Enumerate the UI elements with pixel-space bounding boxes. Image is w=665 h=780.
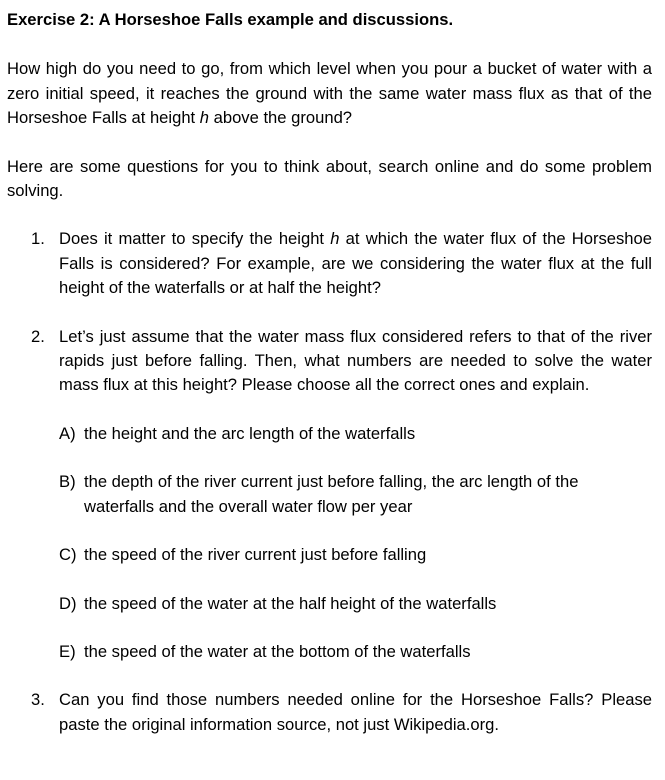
option-text: the speed of the water at the half height of the waterfalls <box>84 593 497 613</box>
question-1-text-part1: Does it matter to specify the height <box>59 229 331 249</box>
option-b <box>59 470 652 519</box>
question-1-text-part2: at which the water flux of the Horseshoe Falls is considered? For example, are we considering the water flux at the full height of the waterfalls or at half the height? <box>59 229 652 298</box>
intro-text-part1: How high do you need to go, from which level when you pour a bucket of water with a zero initial speed, it reaches the ground with the same water mass flux as that of the Horseshoe Falls at height <box>7 59 652 128</box>
option-letter: E) <box>59 641 76 661</box>
question-2 <box>7 325 652 665</box>
document-page <box>7 8 652 761</box>
prompt-paragraph: Here are some questions for you to think about, search online and do some problem solving. <box>7 156 652 201</box>
option-letter: A) <box>59 423 76 443</box>
option-c <box>59 543 652 567</box>
question-number: 1. <box>31 229 45 249</box>
option-text: the depth of the river current just before falling, the arc length of the waterfalls and the overall water flow per year <box>84 472 579 516</box>
option-letter: C) <box>59 545 77 565</box>
intro-text-part2: above the ground? <box>209 108 353 128</box>
question-1 <box>7 227 652 300</box>
question-3-text: Can you find those numbers needed online for the Horseshoe Falls? Please paste the original information source, not just Wikipedia.org. <box>59 690 652 734</box>
option-text: the speed of the river current just before falling <box>84 545 427 565</box>
question-number: 3. <box>31 690 45 710</box>
question-list <box>7 227 652 737</box>
question-number: 2. <box>31 326 45 346</box>
intro-paragraph <box>7 57 652 130</box>
question-1-height-variable: h <box>330 229 340 249</box>
option-letter: B) <box>59 472 76 492</box>
question-3 <box>7 688 652 737</box>
question-2-text: Let’s just assume that the water mass flux considered refers to that of the river rapids just before falling. Then, what numbers are needed to solve the water mass flux at this height? Please choose all the correct ones and explain. <box>59 326 652 395</box>
option-d <box>59 592 652 616</box>
answer-options <box>59 422 652 664</box>
option-letter: D) <box>59 593 77 613</box>
option-text: the height and the arc length of the waterfalls <box>84 423 416 443</box>
option-a <box>59 422 652 446</box>
option-e <box>59 640 652 664</box>
intro-height-variable: h <box>199 108 210 128</box>
option-text: the speed of the water at the bottom of the waterfalls <box>84 641 471 661</box>
exercise-title: Exercise 2: A Horseshoe Falls example and discussions. <box>7 10 454 29</box>
